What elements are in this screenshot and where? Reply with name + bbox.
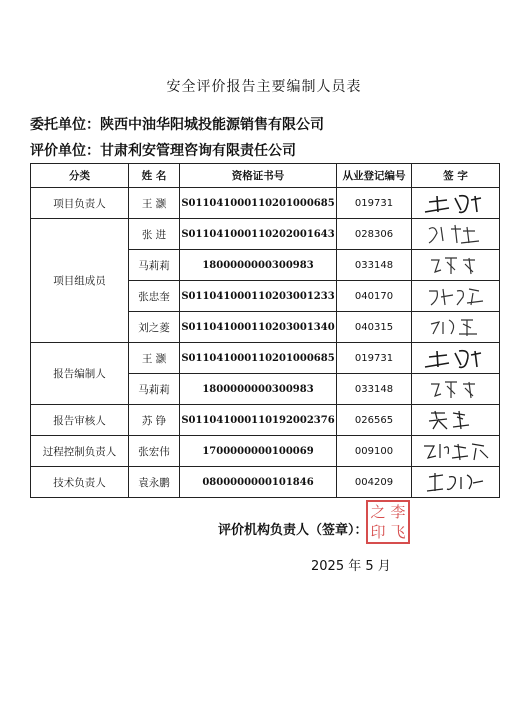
name-cell: 刘之菱 [129, 312, 180, 343]
table-row [31, 436, 500, 467]
category-cell: 报告审核人 [31, 405, 129, 436]
signature-image [412, 374, 500, 405]
table-row [31, 405, 500, 436]
category-cell: 项目组成员 [31, 219, 129, 343]
table-row [31, 343, 500, 374]
name-cell: 苏 铮 [129, 405, 180, 436]
cert-cell: S011041000110203001233 [180, 281, 337, 312]
name-cell: 王 灏 [129, 188, 180, 219]
reg-cell: 019731 [337, 343, 412, 374]
reg-cell: 019731 [337, 188, 412, 219]
header-signature: 签 字 [412, 164, 500, 188]
table-row [31, 219, 500, 250]
reg-cell: 004209 [337, 467, 412, 498]
signature-image [412, 312, 500, 343]
cert-cell: S011041000110201000685 [180, 188, 337, 219]
signature-image [412, 219, 500, 250]
signature-image [412, 343, 500, 374]
client-line [30, 114, 324, 134]
seal-char: 李 [390, 503, 406, 521]
evaluator-value: 甘肃利安管理咨询有限责任公司 [100, 143, 296, 159]
client-value: 陕西中油华阳城投能源销售有限公司 [100, 117, 324, 133]
client-label: 委托单位： [30, 117, 100, 133]
reg-cell: 009100 [337, 436, 412, 467]
category-cell: 报告编制人 [31, 343, 129, 405]
name-cell: 马莉莉 [129, 250, 180, 281]
signature-image [412, 250, 500, 281]
name-cell: 张 进 [129, 219, 180, 250]
reg-cell: 040170 [337, 281, 412, 312]
name-cell: 张宏伟 [129, 436, 180, 467]
cert-cell: S011041000110201000685 [180, 343, 337, 374]
signature-image [412, 436, 500, 467]
header-category: 分类 [31, 164, 129, 188]
seal-char: 印 [370, 523, 386, 541]
name-cell: 张忠奎 [129, 281, 180, 312]
signature-image [412, 405, 500, 436]
signature-image [412, 188, 500, 219]
evaluator-label: 评价单位： [30, 143, 100, 159]
cert-cell: S011041000110192002376 [180, 405, 337, 436]
personnel-table [30, 163, 500, 498]
name-cell: 袁永鹏 [129, 467, 180, 498]
cert-cell: 1800000000300983 [180, 250, 337, 281]
table-header-row [31, 164, 500, 188]
cert-cell: S011041000110202001643 [180, 219, 337, 250]
cert-cell: 1800000000300983 [180, 374, 337, 405]
table-row [31, 467, 500, 498]
seal-char: 飞 [390, 523, 406, 541]
category-cell: 技术负责人 [31, 467, 129, 498]
reg-cell: 026565 [337, 405, 412, 436]
reg-cell: 040315 [337, 312, 412, 343]
seal-char: 之 [370, 503, 386, 521]
signature-image [412, 467, 500, 498]
reg-cell: 033148 [337, 374, 412, 405]
header-cert: 资格证书号 [180, 164, 337, 188]
name-cell: 王 灏 [129, 343, 180, 374]
category-cell: 过程控制负责人 [31, 436, 129, 467]
signature-image [412, 281, 500, 312]
cert-cell: 0800000000101846 [180, 467, 337, 498]
table-row [31, 188, 500, 219]
cert-cell: S011041000110203001340 [180, 312, 337, 343]
evaluator-line [30, 140, 296, 160]
seal-stamp [366, 500, 410, 544]
header-reg: 从业登记编号 [337, 164, 412, 188]
category-cell: 项目负责人 [31, 188, 129, 219]
cert-cell: 1700000000100069 [180, 436, 337, 467]
header-name: 姓 名 [129, 164, 180, 188]
page-title: 安全评价报告主要编制人员表 [166, 79, 362, 95]
reg-cell: 028306 [337, 219, 412, 250]
reg-cell: 033148 [337, 250, 412, 281]
name-cell: 马莉莉 [129, 374, 180, 405]
head-signature-label: 评价机构负责人（签章）： [218, 523, 368, 538]
date-text: 2025 年 5 月 [311, 559, 391, 574]
